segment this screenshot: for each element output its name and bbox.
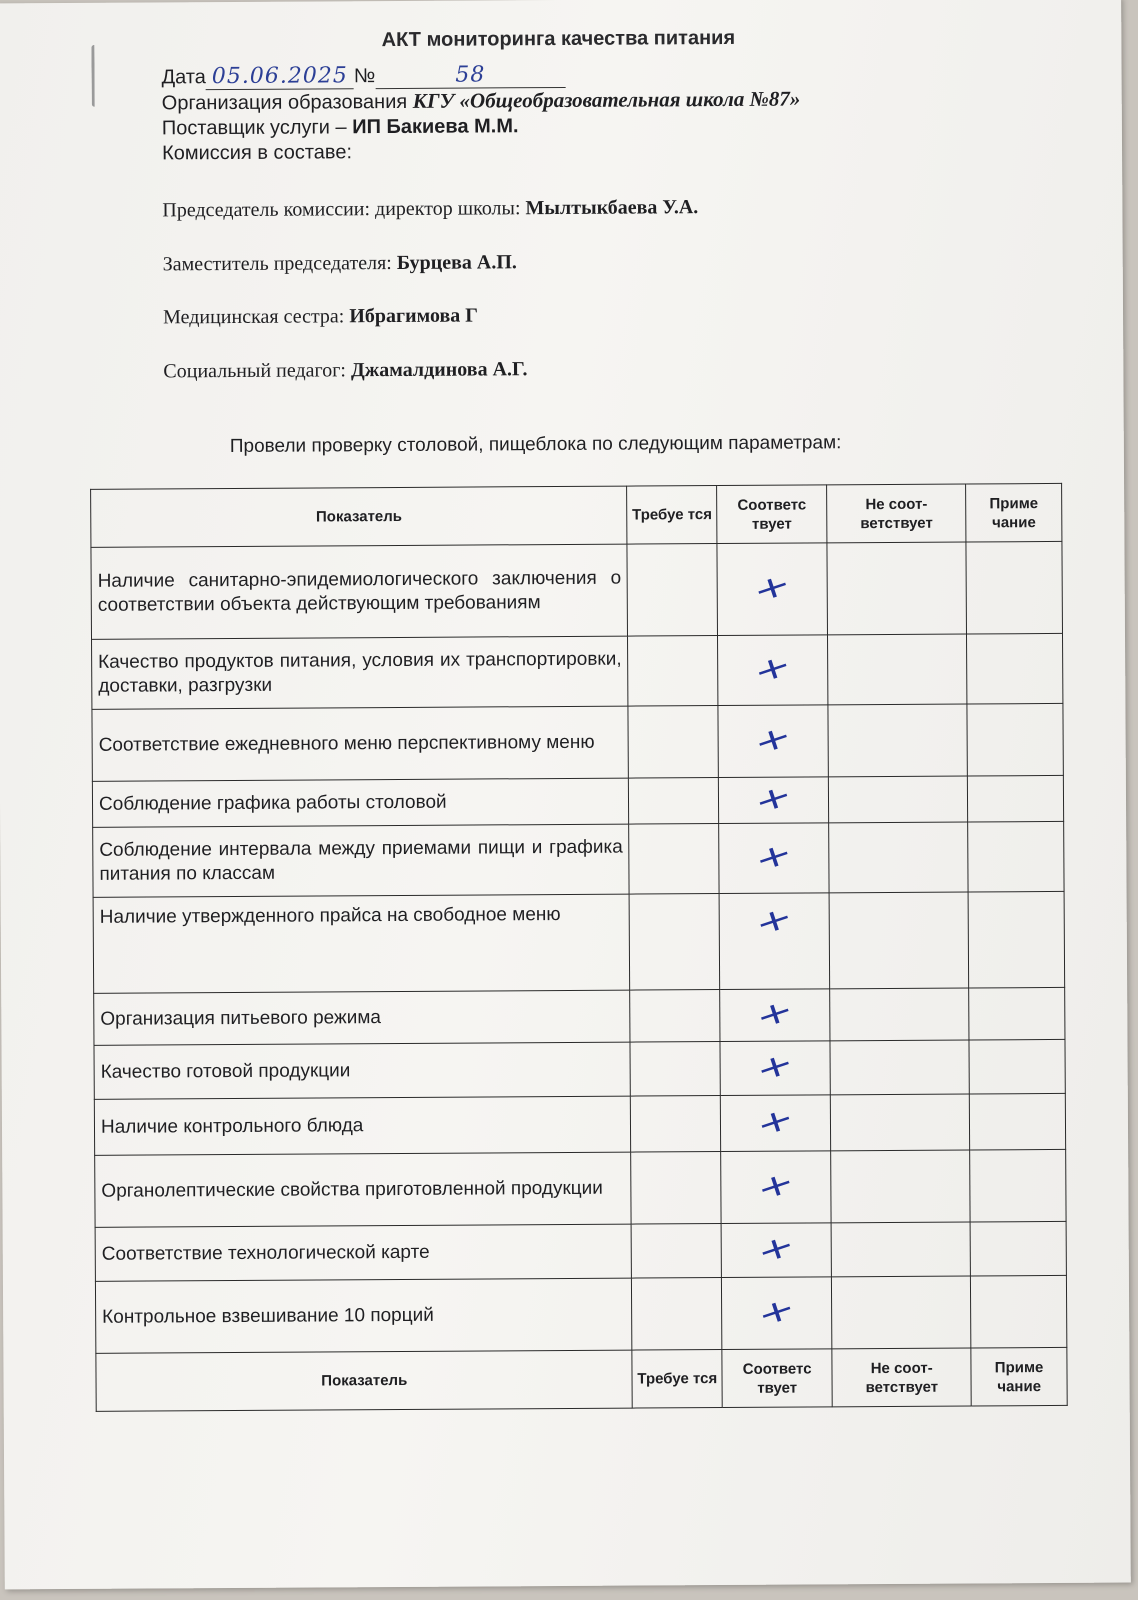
row-indicator: Контрольное взвешивание 10 порций: [95, 1278, 632, 1353]
check-mark: +: [751, 991, 799, 1037]
table-row: [92, 703, 1063, 781]
table-row: [91, 541, 1063, 639]
header-not-complies: Не соот- ветствует: [827, 484, 966, 543]
inspection-table: [90, 483, 1068, 1412]
table-row: [93, 891, 1065, 993]
header-indicator: Показатель: [91, 486, 628, 547]
member-name: Ибрагимова Г: [349, 304, 479, 328]
row-indicator: Соответствие ежедневного меню перспективному меню: [92, 706, 629, 781]
check-mark: +: [749, 646, 797, 692]
date-value: 05.06.2025: [206, 63, 354, 90]
check-mark: +: [752, 1226, 800, 1272]
member-role: Председатель комиссии: директор школы:: [162, 197, 521, 222]
row-required: [630, 990, 720, 1043]
table-row: [94, 1093, 1065, 1155]
row-note: [966, 541, 1062, 634]
commission-member: [163, 251, 517, 276]
member-role: Медицинская сестра:: [162, 305, 345, 329]
row-required: [627, 544, 717, 637]
footer-header-note: Приме чание: [971, 1347, 1067, 1406]
row-not-complies: [828, 704, 967, 777]
row-note: [969, 1039, 1065, 1094]
supplier-line: [162, 113, 801, 142]
footer-header-indicator: Показатель: [96, 1350, 633, 1411]
date-label: Дата: [161, 66, 206, 89]
row-not-complies: [829, 892, 969, 989]
row-indicator: Наличие санитарно-эпидемиологического заключения о соответствии объекта действующим требованиям: [91, 544, 628, 639]
row-required: [628, 636, 718, 707]
row-complies: [720, 989, 830, 1042]
row-required: [632, 1278, 722, 1351]
check-mark: +: [750, 776, 797, 822]
table-row: [95, 1275, 1066, 1353]
row-note: [971, 1275, 1067, 1348]
row-complies: [721, 1277, 832, 1350]
row-indicator: Наличие контрольного блюда: [94, 1096, 631, 1155]
row-note: [968, 891, 1064, 988]
footer-header-complies: Соответс твует: [722, 1349, 833, 1408]
check-mark: +: [751, 1044, 799, 1090]
organization-label: Организация образования: [161, 90, 408, 115]
row-indicator: Соответствие технологической карте: [95, 1224, 632, 1281]
commission-label: Комиссия в составе:: [161, 141, 353, 165]
row-note: [968, 821, 1064, 892]
row-not-complies: [831, 1094, 970, 1151]
commission-member: [162, 196, 698, 222]
row-indicator: Соблюдение интервала между приемами пищи и графика питания по классам: [93, 824, 630, 897]
row-indicator: Соблюдение графика работы столовой: [92, 778, 629, 827]
row-note: [970, 1149, 1066, 1222]
row-complies: [718, 635, 829, 706]
row-note: [967, 703, 1063, 776]
row-required: [631, 1096, 721, 1153]
document-title: АКТ мониторинга качества питания: [381, 26, 736, 52]
row-indicator: Качество продуктов питания, условия их транспортировки, доставки, разгрузки: [92, 636, 629, 709]
row-not-complies: [831, 1150, 970, 1223]
row-complies: [719, 823, 830, 894]
row-indicator: Органолептические свойства приготовленной продукции: [95, 1152, 632, 1227]
row-required: [630, 894, 720, 991]
header-required: Требуе тся: [627, 486, 717, 545]
row-note: [970, 1093, 1066, 1150]
row-required: [629, 824, 719, 895]
row-required: [632, 1224, 722, 1279]
member-name: Джамалдинова А.Г.: [350, 358, 528, 382]
row-complies: [717, 543, 828, 636]
date-line: [161, 61, 800, 91]
member-role: Социальный педагог:: [163, 359, 347, 383]
member-role: Заместитель председателя:: [162, 252, 392, 276]
row-not-complies: [829, 822, 968, 893]
staple-mark: [91, 45, 100, 107]
row-not-complies: [831, 1222, 970, 1277]
inspection-intro: Провели проверку столовой, пищеблока по следующим параметрам:: [229, 432, 842, 458]
check-mark: +: [752, 1099, 799, 1145]
row-note: [968, 775, 1064, 822]
row-indicator: Организация питьевого режима: [94, 990, 631, 1045]
table-header-row: [91, 483, 1062, 547]
row-not-complies: [827, 542, 967, 635]
row-note: [967, 633, 1063, 704]
row-required: [631, 1152, 721, 1225]
row-not-complies: [832, 1276, 971, 1349]
row-note: [969, 987, 1065, 1040]
commission-member: [163, 358, 527, 383]
row-complies: [718, 777, 828, 824]
row-complies: [718, 705, 829, 778]
check-mark: +: [750, 834, 798, 880]
member-name: Бурцева А.П.: [396, 251, 517, 274]
organization-value: КГУ «Общеобразовательная школа №87»: [412, 86, 801, 113]
check-mark: +: [750, 898, 798, 944]
check-mark: +: [748, 565, 796, 611]
table-row: [94, 987, 1065, 1045]
number-label: №: [353, 65, 376, 88]
row-required: [630, 1042, 720, 1097]
organization-line: [162, 87, 801, 117]
row-not-complies: [830, 988, 969, 1041]
table-row: [92, 775, 1063, 827]
row-indicator: Качество готовой продукции: [94, 1042, 631, 1099]
row-note: [970, 1221, 1066, 1276]
row-indicator: Наличие утвержденного прайса на свободное меню: [93, 894, 630, 993]
row-not-complies: [828, 634, 967, 705]
row-complies: [719, 893, 830, 990]
table-row: [95, 1221, 1066, 1281]
check-mark: +: [749, 717, 797, 763]
member-name: Мылтыкбаева У.А.: [525, 196, 699, 220]
table-row: [95, 1149, 1066, 1227]
row-complies: [721, 1151, 832, 1224]
number-value: 58: [375, 62, 565, 89]
commission-member: [163, 304, 478, 329]
row-complies: [720, 1041, 830, 1096]
table-footer-header-row: [96, 1347, 1067, 1411]
table-row: [93, 821, 1064, 897]
footer-header-required: Требуе тся: [632, 1350, 722, 1409]
table-row: [94, 1039, 1065, 1099]
check-mark: +: [752, 1163, 800, 1209]
row-not-complies: [830, 1040, 969, 1095]
row-not-complies: [829, 776, 968, 823]
check-mark: +: [753, 1289, 801, 1335]
supplier-label: Поставщик услуги –: [161, 116, 347, 140]
header-note: Приме чание: [966, 483, 1062, 542]
row-required: [629, 778, 719, 825]
document-header: [161, 61, 800, 167]
row-complies: [721, 1223, 831, 1278]
table-row: [92, 633, 1063, 709]
supplier-value: ИП Бакиева М.М.: [352, 115, 519, 139]
header-complies: Соответс твует: [717, 485, 828, 544]
row-complies: [720, 1095, 831, 1152]
footer-header-not-complies: Не соот- ветствует: [832, 1348, 971, 1407]
row-required: [628, 706, 718, 779]
